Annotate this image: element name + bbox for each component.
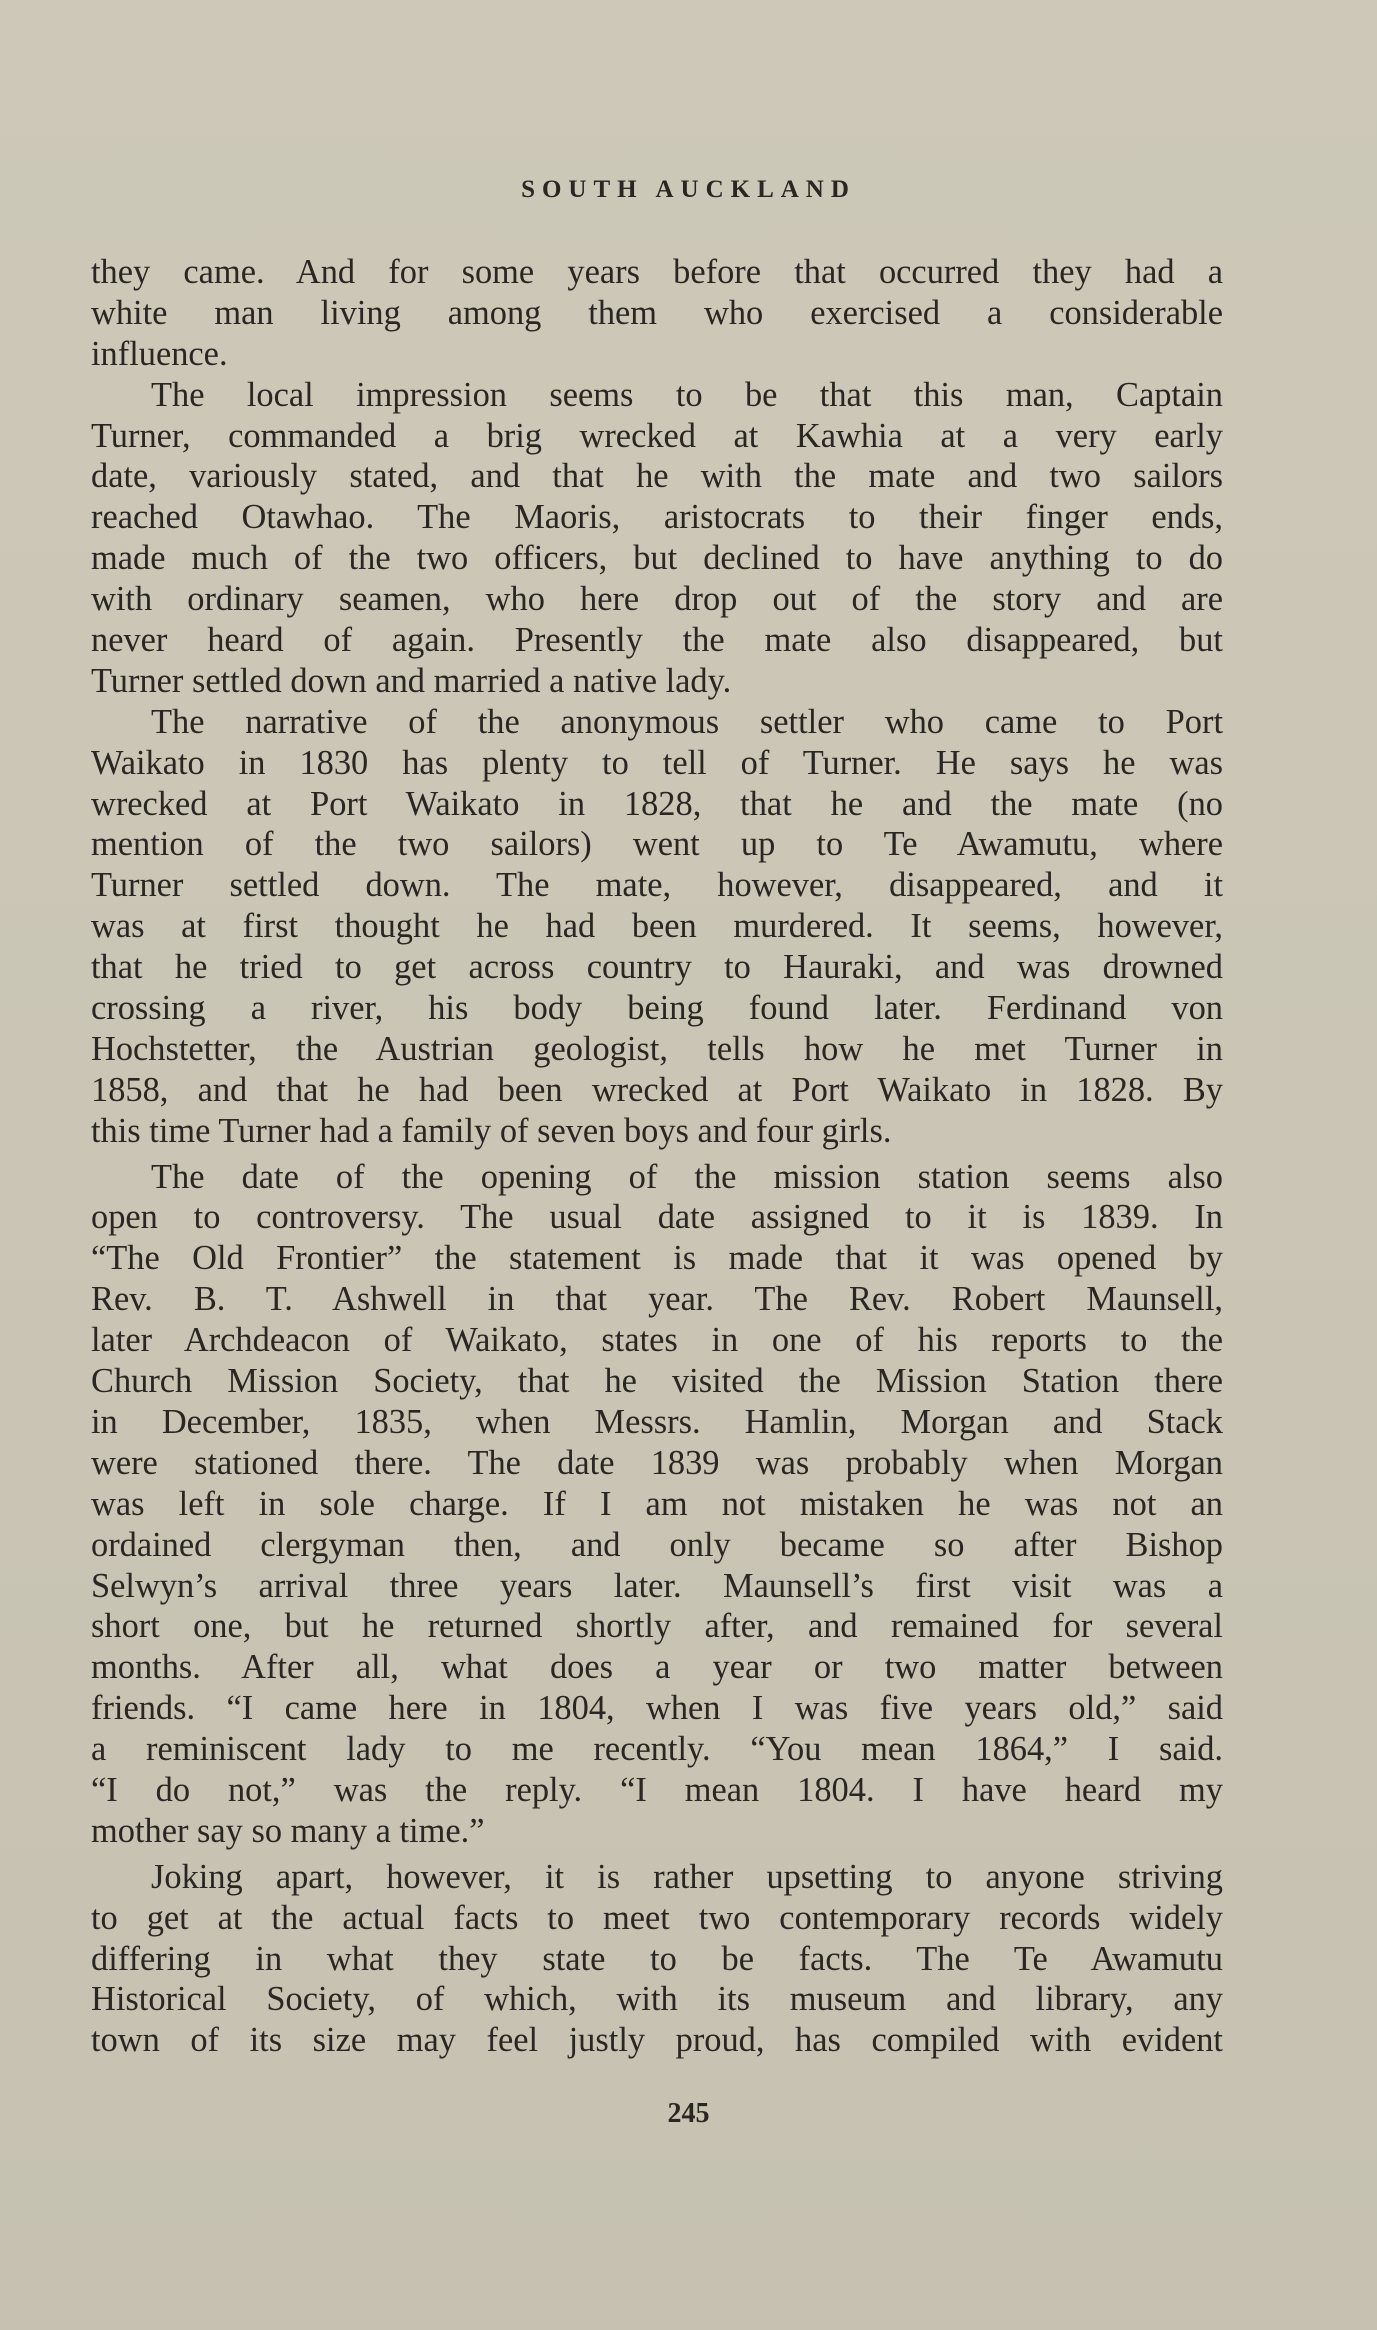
paragraph bbox=[91, 702, 1223, 1152]
text-line: in December, 1835, when Messrs. Hamlin, Morgan and Stack bbox=[91, 1402, 1223, 1441]
text-line: Historical Society, of which, with its museum and library, any bbox=[91, 1980, 1223, 2019]
text-line: a reminiscent lady to me recently. “You mean 1864,” I said. bbox=[91, 1730, 1223, 1769]
text-line: that he tried to get across country to Hauraki, and was drowned bbox=[91, 948, 1223, 987]
text-line: reached Otawhao. The Maoris, aristocrats to their finger ends, bbox=[91, 498, 1223, 537]
running-head: SOUTH AUCKLAND bbox=[521, 176, 856, 203]
text-line: Hochstetter, the Austrian geologist, tells how he met Turner in bbox=[91, 1029, 1223, 1068]
text-line: crossing a river, his body being found later. Ferdinand von bbox=[91, 989, 1223, 1028]
text-line: was left in sole charge. If I am not mistaken he was not an bbox=[91, 1484, 1223, 1523]
text-line: 1858, and that he had been wrecked at Port Waikato in 1828. By bbox=[91, 1070, 1223, 1109]
text-line: “I do not,” was the reply. “I mean 1804. I have heard my bbox=[91, 1770, 1223, 1809]
text-line: The local impression seems to be that this man, Captain bbox=[151, 375, 1223, 414]
text-line: Joking apart, however, it is rather upsetting to anyone striving bbox=[151, 1857, 1223, 1896]
text-line: date, variously stated, and that he with the mate and two sailors bbox=[91, 457, 1223, 496]
text-line: wrecked at Port Waikato in 1828, that he and the mate (no bbox=[91, 784, 1223, 823]
text-line: were stationed there. The date 1839 was probably when Morgan bbox=[91, 1443, 1223, 1482]
text-line: was at first thought he had been murdered. It seems, however, bbox=[91, 907, 1223, 946]
text-line: Rev. B. T. Ashwell in that year. The Rev. Robert Maunsell, bbox=[91, 1280, 1223, 1319]
text-line: ordained clergyman then, and only became so after Bishop bbox=[91, 1525, 1223, 1564]
text-line: to get at the actual facts to meet two contemporary records widely bbox=[91, 1898, 1223, 1937]
text-line: influence. bbox=[91, 334, 228, 373]
text-line: never heard of again. Presently the mate also disappeared, but bbox=[91, 621, 1223, 660]
text-line: with ordinary seamen, who here drop out of the story and are bbox=[91, 580, 1223, 619]
text-line: The narrative of the anonymous settler who came to Port bbox=[151, 702, 1223, 741]
text-line: differing in what they state to be facts. The Te Awamutu bbox=[91, 1939, 1223, 1978]
text-line: The date of the opening of the mission station seems also bbox=[151, 1157, 1223, 1196]
text-line: white man living among them who exercised a considerable bbox=[91, 293, 1223, 332]
text-line: Turner settled down. The mate, however, disappeared, and it bbox=[91, 866, 1223, 905]
body-text bbox=[91, 252, 1223, 2061]
text-line: open to controversy. The usual date assigned to it is 1839. In bbox=[91, 1198, 1223, 1237]
text-line: Turner, commanded a brig wrecked at Kawhia at a very early bbox=[91, 416, 1223, 455]
text-line: they came. And for some years before that occurred they had a bbox=[91, 253, 1223, 291]
paragraph bbox=[91, 1857, 1223, 2061]
text-line: Selwyn’s arrival three years later. Maunsell’s first visit was a bbox=[91, 1566, 1223, 1605]
paragraph bbox=[91, 1157, 1223, 1852]
text-line: mention of the two sailors) went up to Te Awamutu, where bbox=[91, 825, 1223, 864]
text-line: months. After all, what does a year or two matter between bbox=[91, 1648, 1223, 1687]
text-line: this time Turner had a family of seven boys and four girls. bbox=[91, 1111, 892, 1150]
text-line: town of its size may feel justly proud, has compiled with evident bbox=[91, 2021, 1223, 2060]
text-line: friends. “I came here in 1804, when I was five years old,” said bbox=[91, 1689, 1223, 1728]
text-line: Turner settled down and married a native lady. bbox=[91, 661, 732, 700]
text-line: “The Old Frontier” the statement is made that it was opened by bbox=[91, 1239, 1223, 1278]
text-line: mother say so many a time.” bbox=[91, 1811, 485, 1850]
text-line: Waikato in 1830 has plenty to tell of Turner. He says he was bbox=[91, 743, 1223, 782]
paragraph bbox=[91, 252, 1223, 375]
page-number: 245 bbox=[667, 2098, 710, 2129]
paragraph bbox=[91, 375, 1223, 702]
text-line: made much of the two officers, but declined to have anything to do bbox=[91, 539, 1223, 578]
text-line: short one, but he returned shortly after, and remained for several bbox=[91, 1607, 1223, 1646]
text-line: Church Mission Society, that he visited the Mission Station there bbox=[91, 1362, 1223, 1401]
text-line: later Archdeacon of Waikato, states in one of his reports to the bbox=[91, 1321, 1223, 1360]
